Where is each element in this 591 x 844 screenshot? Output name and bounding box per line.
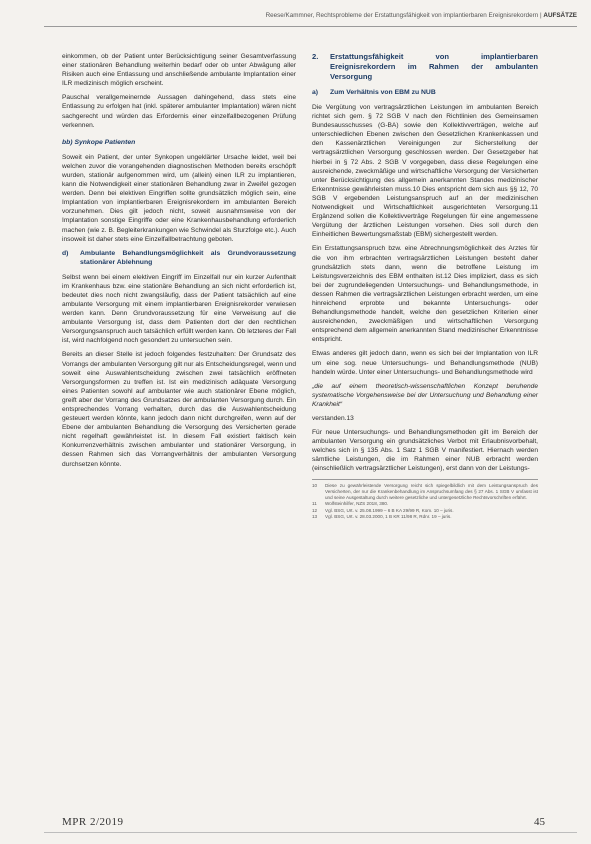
paragraph: Pauschal verallgemeinernde Aussagen dahingehend, dass stets eine Entlassung zu erfolgen hat (inkl. späterer ambulanter Implantation) wären nicht sachgerecht und würden das Erfordernis einer einzelfallbezogenen Prüfung verkennen. — [62, 94, 296, 129]
running-title: Reese/Kammner, Rechtsprobleme der Erstattungsfähigkeit von implantierbaren Ereignisrekordern — [265, 12, 539, 19]
left-column — [62, 52, 296, 474]
journal-issue: MPR 2/2019 — [62, 816, 124, 828]
paragraph: Ein Erstattungsanspruch bzw. eine Abrechnungsmöglichkeit des Arztes für die von ihm erbrachten vertragsärztlichen Leistungen besteht daher grundsätzlich stets dann, wenn die betroffene Leistung im Leistungsverzeichnis des EBM enthalten ist.12 Dies impliziert, dass es sich bei der zugrundeliegenden Untersuchungs- und Behandlungsmethode, in dessen Rahmen die vertragsärztlichen Leistungen erbracht werden, um eine hinreichend erprobte und bekannte Untersuchungs- oder Behandlungsmethode handelt, welche den gesetzlichen Kriterien einer ausreichenden, zweckmäßigen und wirtschaftlichen Versorgung entsprechend dem allgemein anerkannten Stand medizinischer Erkenntnisse entspricht. — [312, 245, 538, 344]
section-number: 2. — [312, 52, 319, 61]
paragraph: Bereits an dieser Stelle ist jedoch folgendes festzuhalten: Der Grundsatz des Vorrangs der ambulanten Versorgung gilt nur als Entscheidungsregel, wenn und soweit eine Auswahlentscheidung zwischen zwei tatsächlich eröffneten Versorgungsformen zu treffen ist. Ist ein medizinisch adäquate Versorgung eines Patienten sowohl auf ambulanter wie auch stationärer Ebene möglich, greift aber der Vorrang des Grundsatzes der ambulanten Versorgung durch. Ein entsprechendes Vorrang verhalten, durch das die Auswahlentscheidung gesteuert werden könnte, kann jedoch dann nicht durchgreifen, wenn auf der Ebene der ambulanten Behandlung die Versorgung des Versicherten gerade nicht regelhaft gewährleistet ist. In diesem Fall existiert faktisch kein Konkurrenzverhältnis zwischen ambulanter und stationärer Versorgung, in dessen Rahmen sich das Vorrangverhältnis der ambulanten Versorgung durchsetzen könnte. — [62, 351, 296, 468]
paragraph: Die Vergütung von vertragsärztlichen Leistungen im ambulanten Bereich richtet sich gem. § 72 SGB V nach den Richtlinien des Gemeinsamen Bundesausschusses (G-BA) sowie den Kollektivverträgen, welche auf unterschiedlichen Ebenen zwischen den Gesetzlichen Krankenkassen und den Kassenärztlichen Vereinigungen zur Sicherstellung der vertragsärztlichen Versorgung geschlossen werden. Der Gesetzgeber hat hierbei in § 72 Abs. 2 SGB V vorgegeben, dass diese Regelungen eine ausreichende, zweckmäßige und wirtschaftliche Versorgung der Versicherten unter Berücksichtigung des allgemein anerkannten Standes medizinischer Erkenntnisse gewährleisten muss.10 Dies entspricht dem sich aus §§ 12, 70 SGB V ergebenden Leistungsanspruch auf an der medizinischen Notwendigkeit und Wirtschaftlichkeit ausgerichteten Versorgung.11 Ergänzend sollen die Kollektivverträge Regelungen für eine angemessene Vergütung der ärztlichen Leistungen vorsehen. Dies soll durch den Einheitlichen Bewertungsmaßstab (EBM) sichergestellt werden. — [312, 104, 538, 239]
footnote — [312, 483, 538, 501]
paragraph: Für neue Untersuchungs- und Behandlungsmethoden gilt im Bereich der ambulanten Versorgung ein grundsätzliches Verbot mit Erlaubnisvorbehalt, welches sich in § 135 Abs. 1 Satz 1 SGB V manifestiert. Hiernach werden sämtliche Leistungen, die im Rahmen einer NUB erbracht werden (einschließlich vertragsärztlicher Leistungen), erst dann von der Leistungs- — [312, 429, 538, 473]
footnote — [312, 501, 538, 507]
footnote-text: Diese zu gewährleistende Versorgung reicht sich spiegelbildlich mit dem Leistungsanspruch des Versicherten, der nur die Krankenbehandlung im Anspruchsumfang des § 27 Abs. 1 SGB V umfasst ist und seine Ausgestaltung durch weitere gesetzliche und untergesetzliche Rechtsvorschriften erfährt. — [325, 482, 538, 500]
footnote — [312, 508, 538, 514]
paragraph: Selbst wenn bei einem elektiven Eingriff im Einzelfall nur ein kurzer Aufenthalt im Krankenhaus bzw. eine stationäre Behandlung an sich nicht erforderlich ist, bedeutet dies noch nicht zwangsläufig, dass der Patient tatsächlich auf eine ambulante Versorgung mit einem implantierbaren Ereignisrekorder verwiesen werden kann. Denn Grundvoraussetzung für eine Verweisung auf die ambulante Versorgung ist, dass dem Patienten dort der den rechtlichen Versorgungsanspruch auch tatsächlich erfüllt werden kann. Ob letzteres der Fall ist, wird nachfolgend noch gesondert zu untersuchen sein. — [62, 273, 296, 345]
paragraph: Soweit ein Patient, der unter Synkopen ungeklärter Ursache leidet, weil bei welchen zuvor die vorangehenden diagnostischen Methoden bereits erschöpft wurden, stationär aufgenommen wird, um (allein) einen ILR zu implantieren, kann die Notwendigkeit einer stationären Behandlung zwar in Zweifel gezogen werden. Denn bei elektiven Eingriffen sollte grundsätzlich möglich sein, eine Implantation von implantierbaren Ereignisrekordern im ambulanten Bereich vorzunehmen. Dies gilt jedoch nicht, soweit ausnahmsweise von der Implantation sonstige Eingriffe oder eine Krankenhausbehandlung erforderlich machen (wie z. B. Begleiterkrankungen wie Schwindel als Sturzfolge etc.). Auch insoweit ist daher stets eine Einzelfallbetrachtung geboten. — [62, 153, 296, 243]
right-column — [312, 52, 538, 521]
header-separator: | — [540, 12, 542, 19]
subheading-text: Zum Verhältnis von EBM zu NUB — [330, 89, 436, 96]
paragraph: Etwas anderes gilt jedoch dann, wenn es sich bei der Implantation von ILR um eine sog. neue Untersuchungs- und Behandlungsmethode (NUB) handeln würde. Unter einer Untersuchungs- und Behandlungsmethode wird — [312, 350, 538, 376]
footnote — [312, 514, 538, 520]
paragraph: einkommen, ob der Patient unter Berücksichtigung seiner Gesamtverfassung einer stationären Behandlung weiterhin bedarf oder ob unter Abwägung aller Risiken auch eine Entlassung und anschließende ambulante Implantation einer ILR medizinisch möglich erscheint. — [62, 53, 296, 88]
footnote-text: Vgl. BSG, Urt. v. 28.03.2000, 1 B KR 11/98 R, Rdnr. 19 – juris. — [325, 514, 452, 520]
paragraph: verstanden.13 — [312, 415, 354, 422]
subheading-text: Ambulante Behandlungsmöglichkeit als Grundvoraussetzung stationärer Ablehnung — [80, 249, 296, 266]
subheading-number: a) — [312, 89, 319, 96]
section-title: Erstattungsfähigkeit von implantierbaren Ereignisrekordern im Rahmen der ambulanten Versorgung — [330, 52, 538, 81]
footnote-text: Wolfsteinhilfer, NZS 2018, 380. — [325, 501, 389, 507]
footnote-text: Vgl. BSG, Urt. v. 25.08.1999 – 6 B KA 29/99 R, Kom. 10 – juris. — [325, 507, 454, 513]
footnote-number: 11 — [312, 501, 317, 507]
section-heading-2 — [312, 52, 538, 82]
subheading-number: d) — [62, 249, 69, 257]
subheading-a — [312, 88, 538, 97]
block-quote: „die auf einem theoretisch-wissenschaftlichen Konzept beruhende systematische Vorgehensweise bei der Untersuchung und Behandlung einer Krankheit“ — [312, 382, 538, 408]
section-label: AUFSÄTZE — [543, 12, 577, 19]
header-rule — [44, 26, 577, 27]
subheading-bb: bb) Synkope Patienten — [62, 138, 136, 146]
footnote-number: 10 — [312, 482, 318, 488]
footnote-number: 13 — [312, 514, 318, 520]
footnotes — [312, 479, 538, 521]
subheading-d — [62, 249, 296, 267]
page-number: 45 — [534, 816, 545, 828]
running-header — [0, 12, 577, 19]
footnote-number: 12 — [312, 507, 318, 513]
footer-rule — [44, 832, 577, 833]
